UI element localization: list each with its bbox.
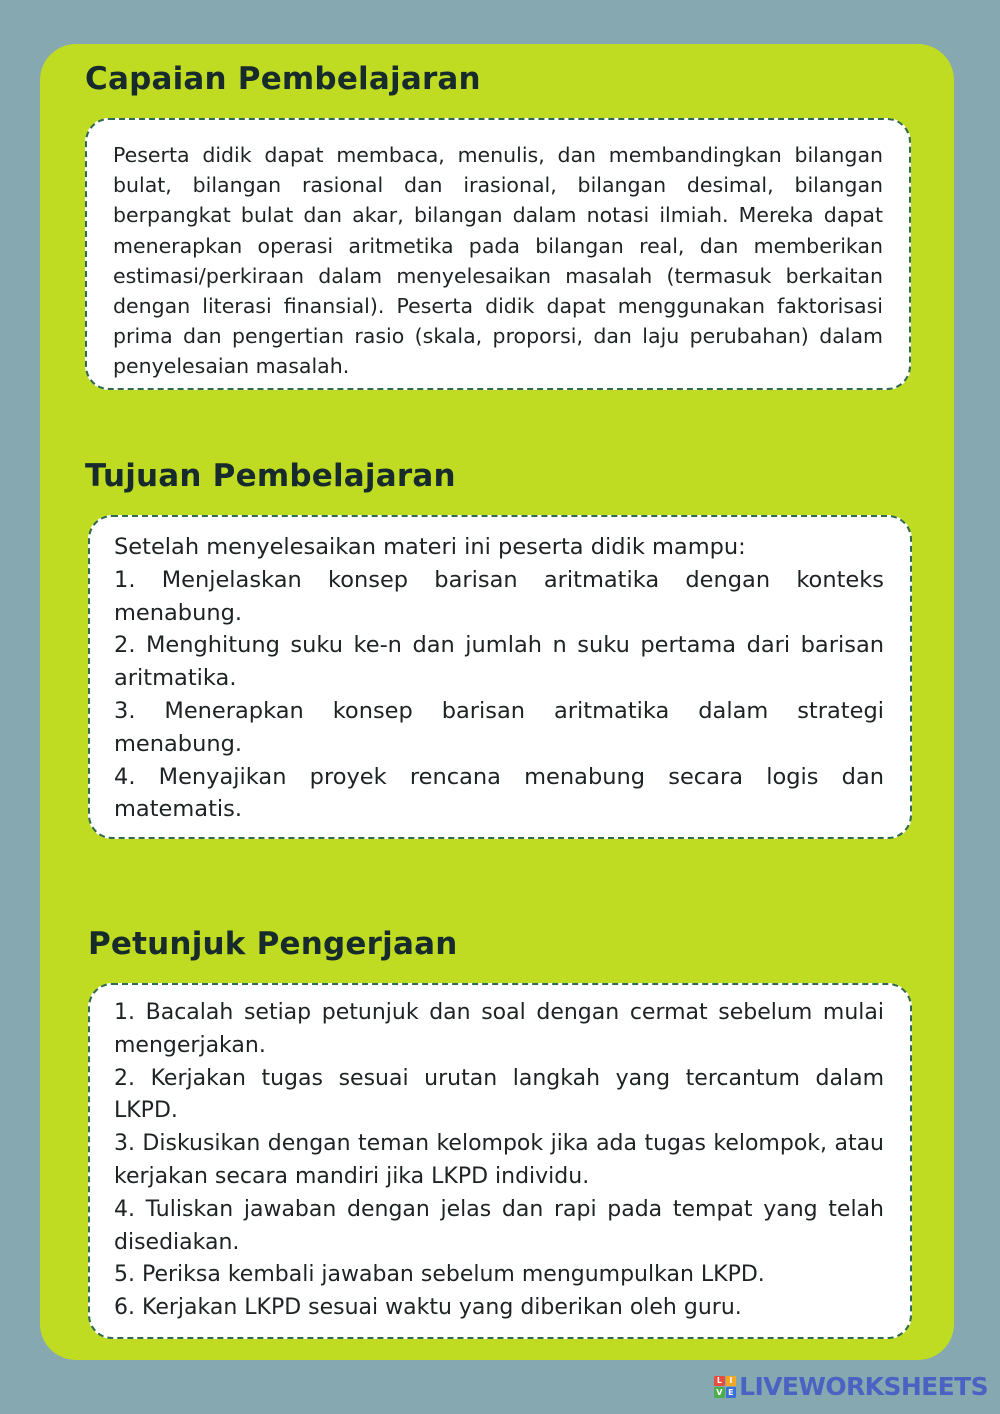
brand-name: LIVEWORKSHEETS [739,1372,988,1401]
capaian-text: Peserta didik dapat membaca, menulis, dan membandingkan bilangan bulat, bilangan rasional dan irasional, bilangan desimal, bilangan berpangkat bulat dan akar, bilangan dalam notasi ilmiah. Mereka dapat menerapkan operasi aritmetika pada bilangan real, dan memberikan estimasi/perkiraan dalam menyelesaikan masalah (termasuk berkaitan dengan literasi finansial). Peserta didik dapat menggunakan faktorisasi prima dan pengertian rasio (skala, proporsi, dan laju perubahan) dalam penyelesaian masalah. [113,143,883,379]
tujuan-item: 1. Menjelaskan konsep barisan aritmatika dengan konteks menabung. [114,566,884,626]
petunjuk-item: 5. Periksa kembali jawaban sebelum mengumpulkan LKPD. [114,1262,765,1288]
petunjuk-item: 3. Diskusikan dengan teman kelompok jika ada tugas kelompok, atau kerjakan secara mandiri jika LKPD individu. [114,1131,884,1189]
tujuan-item: 3. Menerapkan konsep barisan aritmatika dalam strategi menabung. [114,697,884,757]
tujuan-heading: Tujuan Pembelajaran [85,458,456,494]
capaian-box [85,118,911,390]
liveworksheets-logo-icon [714,1376,736,1398]
petunjuk-item: 2. Kerjakan tugas sesuai urutan langkah yang tercantum dalam LKPD. [114,1065,884,1124]
petunjuk-heading: Petunjuk Pengerjaan [88,926,458,962]
tujuan-box [88,515,912,839]
tujuan-intro: Setelah menyelesaikan materi ini peserta didik mampu: [114,534,746,560]
tujuan-item: 4. Menyajikan proyek rencana menabung secara logis dan matematis. [114,763,884,823]
petunjuk-item: 4. Tuliskan jawaban dengan jelas dan rapi pada tempat yang telah disediakan. [114,1196,884,1255]
petunjuk-box [88,983,912,1339]
petunjuk-item: 1. Bacalah setiap petunjuk dan soal dengan cermat sebelum mulai mengerjakan. [114,1000,884,1058]
tujuan-item: 2. Menghitung suku ke-n dan jumlah n suku pertama dari barisan aritmatika. [114,632,884,692]
logo-letter: I [726,1376,737,1387]
logo-letter: L [714,1376,725,1387]
petunjuk-item: 6. Kerjakan LKPD sesuai waktu yang diberikan oleh guru. [114,1295,742,1321]
logo-letter: V [714,1387,725,1398]
liveworksheets-watermark[interactable] [714,1372,988,1401]
capaian-heading: Capaian Pembelajaran [85,61,481,97]
content-card [40,44,954,1360]
logo-letter: E [726,1387,737,1398]
